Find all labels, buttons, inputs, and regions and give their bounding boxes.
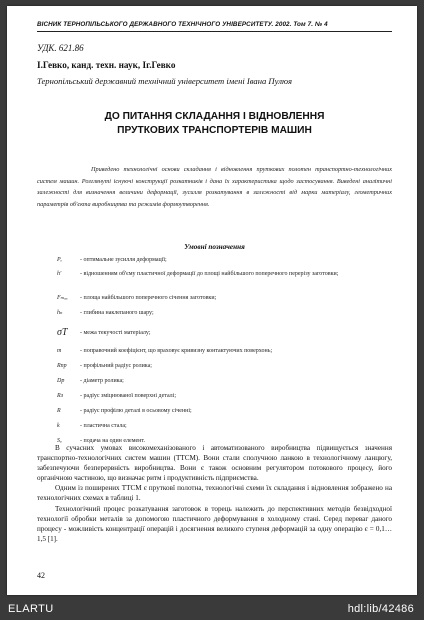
footer-source-label: ELARTU: [8, 603, 54, 615]
paragraph: Технологічний процес розкатування заготовок в торець належить до перспективних методів безвідходної технології обробки металів за допомогою пластичного деформування в холодному стані. Серед переваг даного процесу - можливість концентрації операцій і досягнення великого ступеня деформацій за одну операцію є = 0,1…1,5 [1].: [37, 504, 392, 543]
paragraph: В сучасних умовах високомеханізованого і автоматизованого виробництва підвищується значення транспортно-технологічних систем машин (ТТСМ). Вони стали сполучною ланкою в технологічному ланцюгу, забезпечуючи безперервність виробництва. Вони є також основним регулятором потокового процесу, його органічною частиною, що визначає ритм і продуктивність підприємства.: [37, 444, 392, 483]
notation-symbol: Rз: [57, 393, 64, 399]
udc-code: УДК. 621.86: [37, 43, 84, 53]
notation-symbol: m: [57, 348, 62, 354]
notation-row: [57, 256, 387, 270]
notation-row: [57, 377, 387, 392]
notation-symbol: hₙ: [57, 310, 63, 316]
page-number: 42: [37, 571, 45, 580]
notation-symbol: R: [57, 408, 61, 414]
notation-symbol: k: [57, 423, 60, 429]
paragraph: Одним із поширених ТТСМ є прутковї полотна, технологічні схеми їх складання і відновлення зображено на технологічних схемах в таблиці 1.: [37, 484, 392, 503]
notation-desc: - діаметр ролика;: [80, 378, 124, 384]
title-line-1: ДО ПИТАННЯ СКЛАДАННЯ І ВІДНОВЛЕННЯ: [104, 111, 325, 122]
affiliation: Тернопільський державний технічний університет імені Івана Пулюя: [37, 76, 293, 86]
notation-symbol: Rпр: [57, 363, 67, 369]
notation-row: [57, 309, 387, 329]
notation-desc: - площа найбільшого поперечного січення заготовки;: [80, 295, 217, 301]
notation-symbol: σT: [57, 327, 68, 338]
notation-desc: - глибина наклепаного шару;: [80, 310, 154, 316]
abstract: Приведено технологічні основи складання і відновлення пруткових полотен транспортно-технологічних систем машин. Розглянуті існуючі конструкції розкатників і дана їх характеристика щодо застосування. Виведені аналітичні залежності для визначення величини деформації, зусилля розкатування в залежності від марки матеріалу, геометричних параметрів об'єкта виробництва та режимів формоутворення.: [37, 166, 392, 208]
notation-row: [57, 392, 387, 407]
notation-desc: - радіус зміцнюваної поверхні деталі;: [80, 393, 176, 399]
notation-symbol: Sₒ: [57, 438, 62, 444]
article-title: [37, 110, 392, 138]
notation-row: [57, 347, 387, 362]
notation-row: [57, 362, 387, 377]
running-head: ВІСНИК ТЕРНОПІЛЬСЬКОГО ДЕРЖАВНОГО ТЕХНІЧНОГО УНІВЕРСИТЕТУ. 2002. Том 7. № 4: [37, 21, 328, 28]
notation-desc: - поправочний коефіцієнт, що враховує кривизну контактуючих поверхонь;: [80, 348, 273, 354]
notation-desc: - подача на один елемент.: [80, 438, 146, 444]
notation-desc: - оптимальне зусилля деформації;: [80, 257, 167, 263]
notation-desc: - пластична стала;: [80, 423, 127, 429]
notation-row: [57, 294, 387, 309]
title-line-2: ПРУТКОВИХ ТРАНСПОРТЕРІВ МАШИН: [117, 125, 312, 136]
notation-symbol: h': [57, 271, 62, 277]
notation-desc: - радіус профілю деталі в осьовому січенні;: [80, 408, 192, 414]
footer-handle-label: hdl:lib/42486: [347, 603, 414, 615]
notation-heading: Умовні позначення: [184, 243, 245, 251]
notation-row: [57, 329, 387, 347]
notation-desc: - профільний радіус ролика;: [80, 363, 152, 369]
header-divider: [37, 31, 392, 32]
notation-symbol: Fₘₐₓ: [57, 295, 68, 301]
notation-desc: - відношенням об'єму пластичної деформації до площі найбільшого поперечного перерізу заготовки;: [80, 271, 339, 277]
authors: І.Гевко, канд. техн. наук, Іг.Гевко: [37, 60, 176, 70]
notation-list: [57, 256, 387, 451]
notation-symbol: Pₑ: [57, 257, 63, 263]
notation-row: [57, 407, 387, 422]
document-page: [7, 6, 417, 595]
body-text: [37, 443, 392, 544]
notation-symbol: Dр: [57, 378, 65, 384]
notation-row: [57, 270, 387, 294]
notation-desc: - межа текучості матеріалу;: [80, 330, 151, 336]
notation-row: [57, 422, 387, 437]
